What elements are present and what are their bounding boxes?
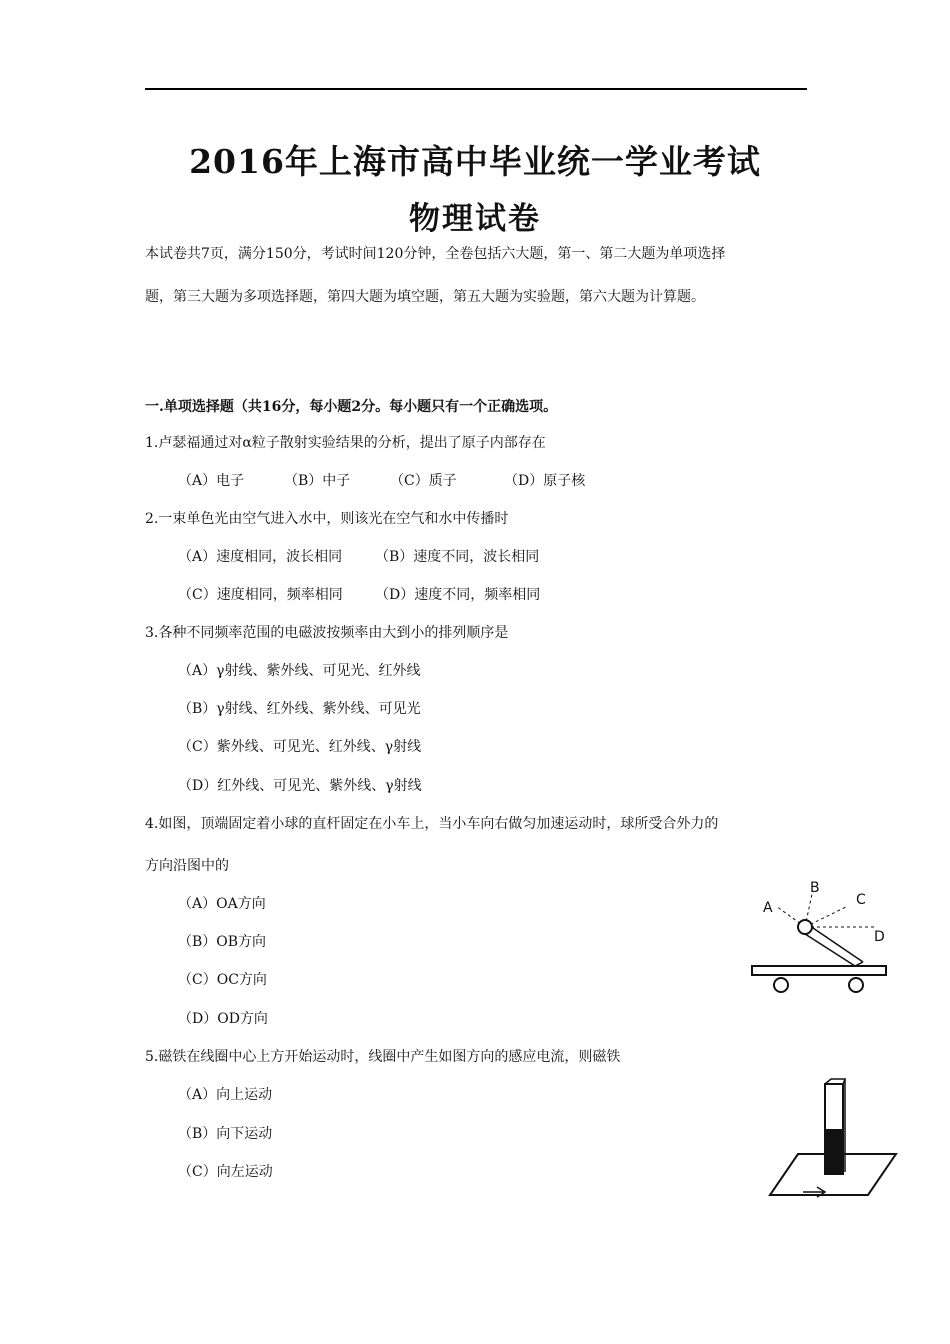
question-5-option-b: （B）向下运动 bbox=[178, 1126, 273, 1142]
question-3-option-d: （D）红外线、可见光、紫外线、γ射线 bbox=[178, 778, 422, 794]
cart-rod-ball-figure bbox=[740, 872, 900, 998]
section-heading: 一.单项选择题（共16分，每小题2分。每小题只有一个正确选项。 bbox=[145, 399, 558, 415]
question-4-stem-line-1: 4.如图，顶端固定着小球的直杆固定在小车上，当小车向右做匀加速运动时，球所受合外力的 bbox=[145, 816, 719, 832]
question-2-option-d: （D）速度不同，频率相同 bbox=[375, 587, 541, 603]
question-4-stem-line-2: 方向沿图中的 bbox=[145, 858, 229, 874]
label-d: D bbox=[874, 929, 885, 945]
intro-line-2: 题，第三大题为多项选择题，第四大题为填空题，第五大题为实验题，第六大题为计算题。 bbox=[145, 289, 705, 305]
question-1-option-a: （A）电子 bbox=[178, 473, 245, 489]
question-2-stem: 2.一束单色光由空气进入水中，则该光在空气和水中传播时 bbox=[145, 511, 509, 527]
magnet-coil-figure bbox=[765, 1076, 900, 1202]
cart-body bbox=[752, 966, 886, 975]
header-rule bbox=[145, 88, 807, 90]
cart-wheel-right bbox=[849, 978, 863, 992]
question-2-option-a: （A）速度相同，波长相同 bbox=[178, 549, 343, 565]
intro-line-1: 本试卷共7页，满分150分，考试时间120分钟，全卷包括六大题，第一、第二大题为单项选择 bbox=[145, 246, 726, 262]
rod-edge-1 bbox=[802, 932, 855, 966]
question-4-option-d: （D）OD方向 bbox=[178, 1011, 268, 1027]
question-3-option-b: （B）γ射线、红外线、紫外线、可见光 bbox=[178, 701, 421, 717]
question-2-option-c: （C）速度相同，频率相同 bbox=[178, 587, 343, 603]
rod-edge-2 bbox=[810, 926, 863, 962]
magnet-upper-half bbox=[825, 1084, 843, 1130]
cart-wheel-left bbox=[774, 978, 788, 992]
label-c: C bbox=[856, 892, 866, 908]
question-1-stem: 1.卢瑟福通过对α粒子散射实验结果的分析，提出了原子内部存在 bbox=[145, 435, 546, 451]
question-5-option-c: （C）向左运动 bbox=[178, 1164, 273, 1180]
label-a: A bbox=[763, 900, 773, 916]
exam-subtitle: 物理试卷 bbox=[409, 201, 541, 237]
question-4-option-c: （C）OC方向 bbox=[178, 972, 267, 988]
question-4-option-a: （A）OA方向 bbox=[178, 896, 266, 912]
question-3-option-a: （A）γ射线、紫外线、可见光、红外线 bbox=[178, 663, 421, 679]
question-3-stem: 3.各种不同频率范围的电磁波按频率由大到小的排列顺序是 bbox=[145, 625, 509, 641]
label-b: B bbox=[810, 880, 820, 896]
magnet-lower-half bbox=[825, 1130, 843, 1174]
question-1-option-b: （B）中子 bbox=[284, 473, 351, 489]
question-1-option-d: （D）原子核 bbox=[504, 473, 586, 489]
question-4-option-b: （B）OB方向 bbox=[178, 934, 267, 950]
question-5-option-a: （A）向上运动 bbox=[178, 1087, 273, 1103]
question-2-option-b: （B）速度不同，波长相同 bbox=[375, 549, 540, 565]
question-3-option-c: （C）紫外线、可见光、红外线、γ射线 bbox=[178, 739, 422, 755]
exam-title: 2016年上海市高中毕业统一学业考试 bbox=[189, 142, 761, 181]
question-5-stem: 5.磁铁在线圈中心上方开始运动时，线圈中产生如图方向的感应电流，则磁铁 bbox=[145, 1049, 621, 1065]
ball bbox=[798, 920, 812, 934]
question-1-option-c: （C）质子 bbox=[390, 473, 457, 489]
